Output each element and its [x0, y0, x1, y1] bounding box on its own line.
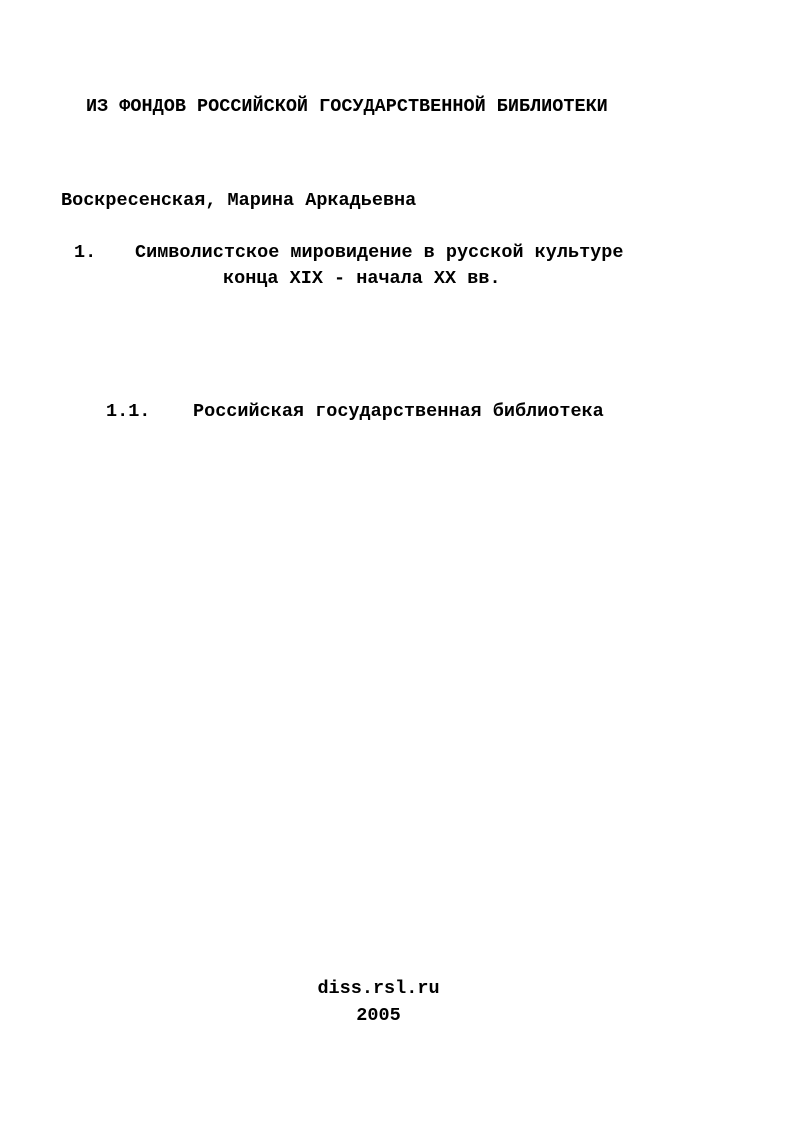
author-name: Воскресенская, Марина Аркадьевна: [61, 190, 417, 211]
subsection-number: 1.1.: [106, 401, 151, 422]
library-header: ИЗ ФОНДОВ РОССИЙСКОЙ ГОСУДАРСТВЕННОЙ БИБЛИОТЕКИ: [86, 96, 608, 117]
title-line-1: Символистское мировидение в русской культуре: [135, 242, 624, 263]
title-line-2: конца XIX - начала XX вв.: [223, 268, 501, 289]
subsection-text: Российская государственная библиотека: [193, 401, 604, 422]
title-number: 1.: [74, 242, 97, 263]
footer-year: 2005: [356, 1005, 401, 1026]
footer-site: diss.rsl.ru: [317, 978, 440, 999]
